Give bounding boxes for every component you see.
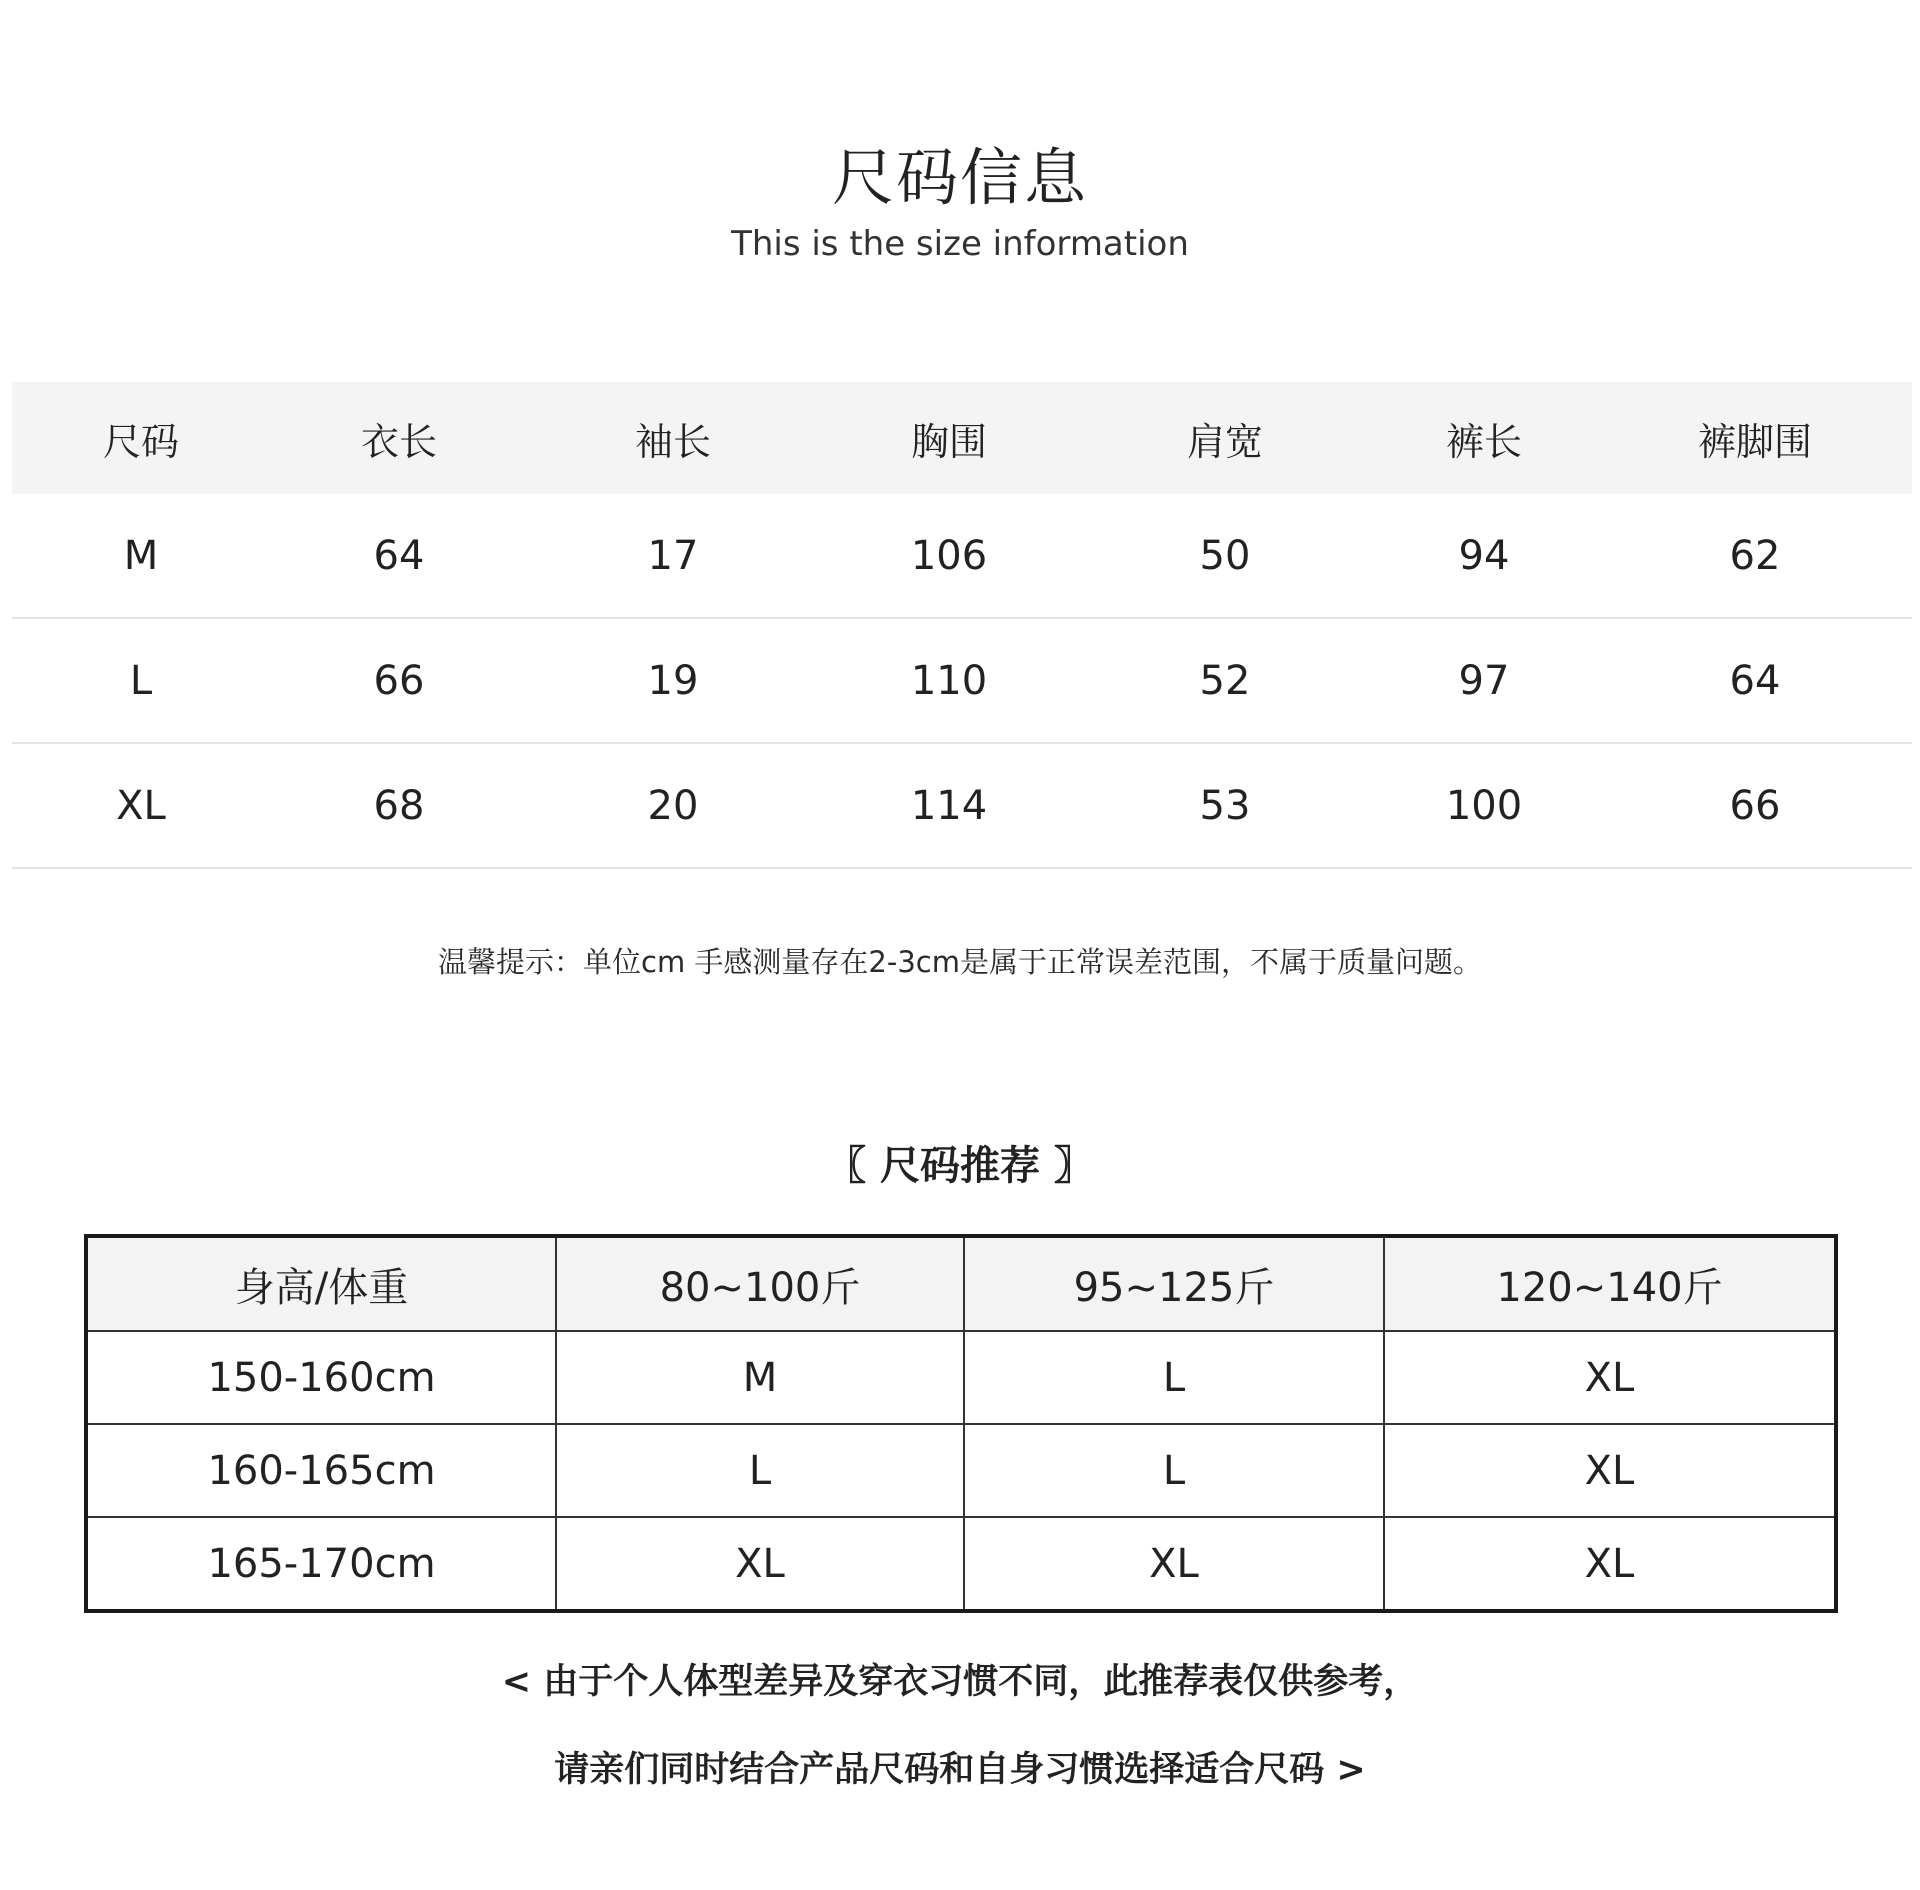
header-length: 衣长 — [270, 382, 528, 494]
table-cell: XL — [556, 1517, 964, 1611]
table-cell: 97 — [1370, 618, 1598, 743]
table-cell: 50 — [1080, 494, 1370, 618]
recommend-table — [84, 1234, 1838, 1613]
table-cell: XL — [1384, 1517, 1836, 1611]
recommend-note-line2: 请亲们同时结合产品尺码和自身习惯选择适合尺码 > — [554, 1750, 1366, 1790]
header-weight-range: 95~125斤 — [964, 1236, 1384, 1331]
size-table — [12, 382, 1912, 869]
table-cell: M — [12, 494, 270, 618]
table-row — [12, 494, 1912, 618]
table-cell: 64 — [1598, 618, 1912, 743]
header-weight-range: 120~140斤 — [1384, 1236, 1836, 1331]
table-cell: 114 — [818, 743, 1080, 868]
measurement-tip: 温馨提示：单位cm 手感测量存在2-3cm是属于正常误差范围，不属于质量问题。 — [438, 945, 1482, 979]
table-cell: 110 — [818, 618, 1080, 743]
table-cell: L — [12, 618, 270, 743]
table-cell: 62 — [1598, 494, 1912, 618]
recommend-title: 〖 尺码推荐 〗 — [826, 1143, 1094, 1189]
header-leg-opening: 裤脚围 — [1598, 382, 1912, 494]
table-cell: 52 — [1080, 618, 1370, 743]
header-size: 尺码 — [12, 382, 270, 494]
table-cell: XL — [964, 1517, 1384, 1611]
header-shoulder: 肩宽 — [1080, 382, 1370, 494]
table-cell: 100 — [1370, 743, 1598, 868]
table-row — [86, 1517, 1836, 1611]
table-cell: 160-165cm — [86, 1424, 556, 1517]
header-chest: 胸围 — [818, 382, 1080, 494]
table-cell: 94 — [1370, 494, 1598, 618]
table-row — [86, 1424, 1836, 1517]
header-pants-length: 裤长 — [1370, 382, 1598, 494]
table-cell: 53 — [1080, 743, 1370, 868]
size-table-header-row — [12, 382, 1912, 494]
table-cell: XL — [1384, 1331, 1836, 1424]
table-cell: L — [964, 1424, 1384, 1517]
table-cell: 165-170cm — [86, 1517, 556, 1611]
table-cell: 64 — [270, 494, 528, 618]
page-subtitle: This is the size information — [731, 224, 1189, 264]
table-cell: 68 — [270, 743, 528, 868]
table-cell: 66 — [1598, 743, 1912, 868]
table-cell: XL — [1384, 1424, 1836, 1517]
table-cell: 150-160cm — [86, 1331, 556, 1424]
table-cell: L — [964, 1331, 1384, 1424]
table-cell: M — [556, 1331, 964, 1424]
recommend-note-line1: < 由于个人体型差异及穿衣习惯不同，此推荐表仅供参考， — [501, 1662, 1419, 1702]
recommend-header-row — [86, 1236, 1836, 1331]
table-cell: 17 — [528, 494, 818, 618]
table-cell: 66 — [270, 618, 528, 743]
header-sleeve: 袖长 — [528, 382, 818, 494]
table-cell: 20 — [528, 743, 818, 868]
header-height-weight: 身高/体重 — [86, 1236, 556, 1331]
page-title: 尺码信息 — [831, 141, 1088, 214]
table-cell: XL — [12, 743, 270, 868]
table-cell: L — [556, 1424, 964, 1517]
table-cell: 106 — [818, 494, 1080, 618]
table-row — [12, 743, 1912, 868]
table-row — [12, 618, 1912, 743]
table-cell: 19 — [528, 618, 818, 743]
header-weight-range: 80~100斤 — [556, 1236, 964, 1331]
table-row — [86, 1331, 1836, 1424]
